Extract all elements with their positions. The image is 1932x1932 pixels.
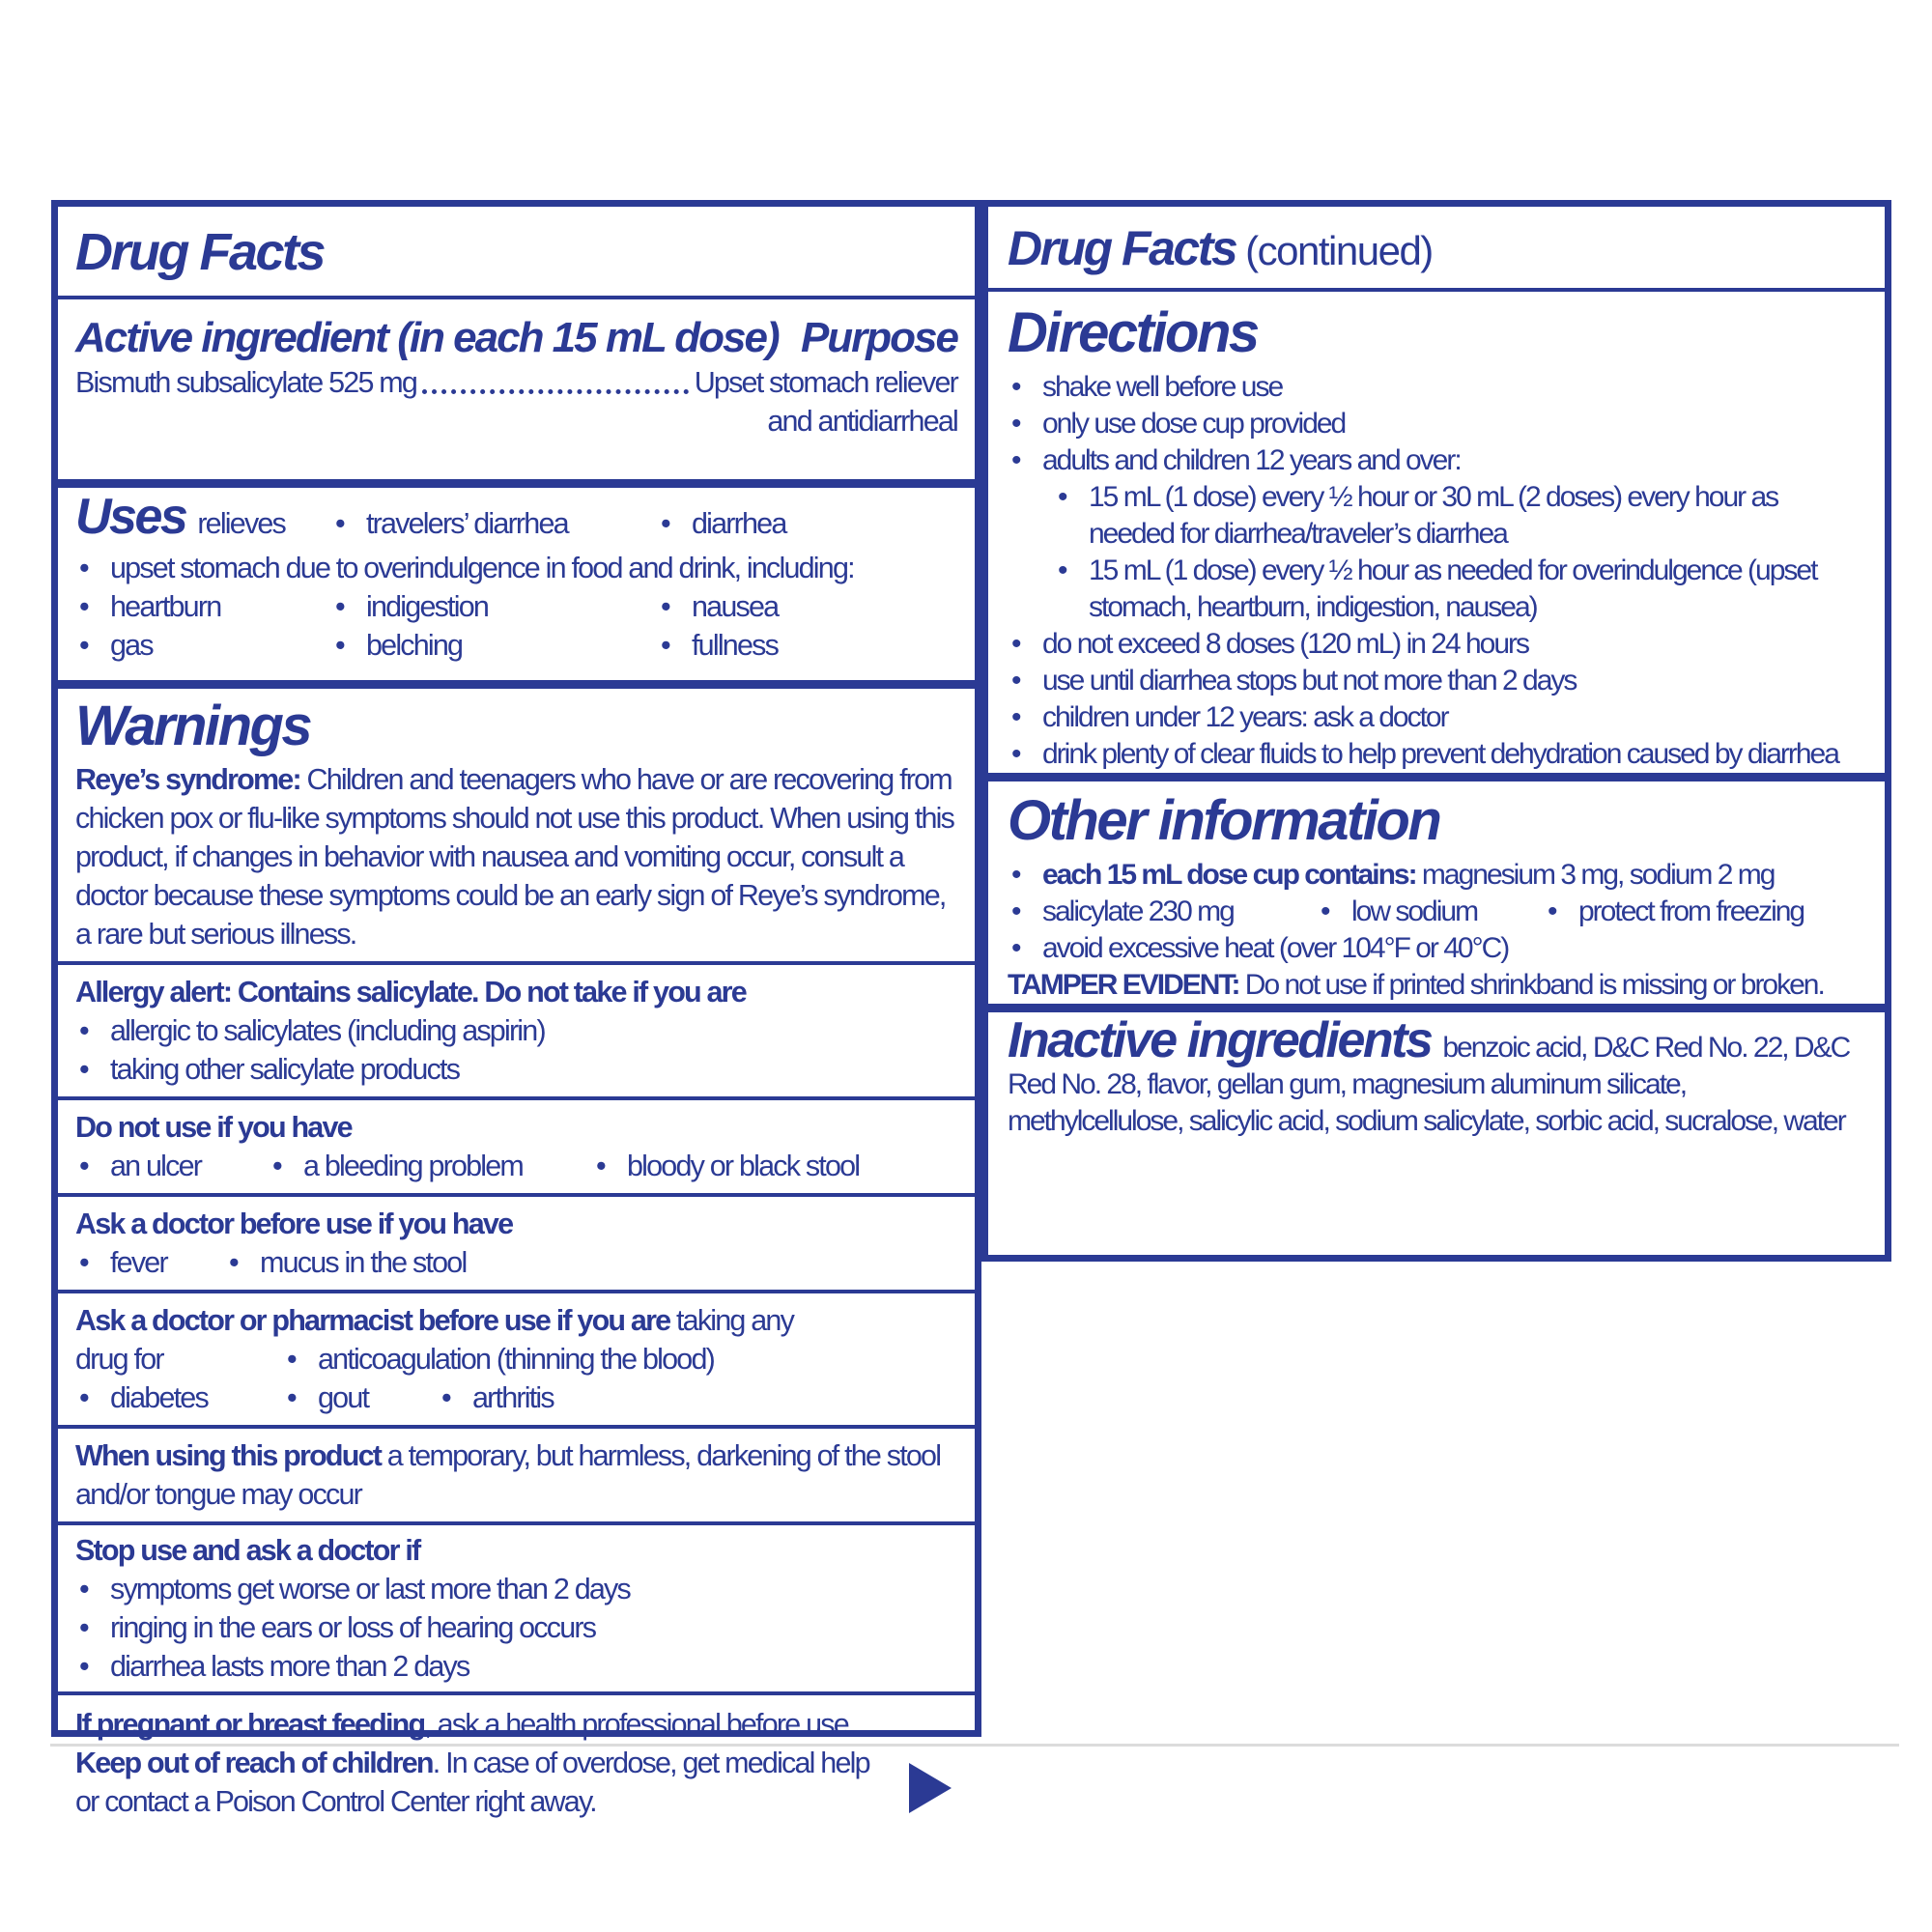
drug-facts-left-panel [51,200,981,1818]
do-not-use-bullet: • bloody or black stool [592,1147,957,1185]
warnings-section [75,689,957,953]
drug-facts-title: Drug Facts [75,223,325,281]
panel-title [75,207,957,296]
section-divider [988,773,1885,781]
directions-bullet: • use until diarrhea stops but not more than 2 days [1008,663,1865,699]
continued-label: (continued) [1245,228,1433,273]
ask-pharmacist-block [75,1293,957,1425]
stop-use-block [75,1525,957,1691]
allergy-bullet: • allergic to salicylates (including aspirin) [75,1011,957,1050]
uses-bullet: • belching [331,626,657,665]
warnings-heading: Warnings [75,695,311,757]
stop-use-label: Stop use and ask a doctor if [75,1534,420,1567]
reyes-paragraph [75,760,957,953]
section-divider [56,680,977,689]
uses-bullet: • indigestion [331,587,657,626]
drug-facts-title: Drug Facts [1008,221,1236,275]
ask-pharmacist-lead: drug for [75,1343,163,1376]
directions-heading: Directions [1008,301,1258,364]
active-ingredient-section [75,299,957,479]
allergy-bullet: • taking other salicylate products [75,1050,957,1089]
inactive-ingredients-section [1008,1012,1865,1150]
dotted-leader [422,389,689,394]
uses-lead: relieves [197,507,286,540]
ask-pharmacist-bullet: • arthritis [438,1378,957,1417]
do-not-use-label: Do not use if you have [75,1111,352,1144]
uses-bullet: • diarrhea [657,504,957,543]
continued-arrow-icon [909,1763,952,1813]
other-information-section [1008,781,1865,1004]
pregnant-text1: , ask a health professional before use. [424,1708,855,1741]
purpose-value-line1: Upset stomach reliever [694,366,957,399]
directions-sub-bullet: • 15 mL (1 dose) every ½ hour or 30 mL (2 doses) every hour as needed for diarrhea/traveler’s diarrhea [1054,479,1865,553]
panel-title-continued [1008,207,1865,288]
pregnant-label: If pregnant or breast feeding [75,1708,425,1741]
directions-bullet: • shake well before use [1008,369,1865,406]
ask-doctor-label: Ask a doctor before use if you have [75,1208,513,1240]
other-info-bullet: • protect from freezing [1544,894,1865,930]
pregnant-text2: . In case of overdose, get medical help or contact a Poison Control Center right away. [75,1747,869,1818]
keep-out-of-reach-label: Keep out of reach of children [75,1747,433,1779]
reyes-label: Reye’s syndrome: [75,763,300,796]
ask-pharmacist-line1 [75,1301,957,1340]
purpose-value-line2: and antidiarrheal [767,405,957,438]
dose-cup-bullet [1008,857,1865,894]
do-not-use-bullet: • an ulcer [75,1147,269,1185]
ask-doctor-bullet: • fever [75,1243,225,1282]
inactive-ingredients-heading: Inactive ingredients [1008,1012,1432,1068]
pregnancy-block [75,1695,957,1827]
pregnancy-paragraph [75,1705,957,1821]
other-info-bullet: • low sodium [1317,894,1544,930]
ask-doctor-bullet: • mucus in the stool [225,1243,957,1282]
uses-bullet: • fullness [657,626,957,665]
other-info-bullet: • avoid excessive heat (over 104°F or 40°C) [1008,930,1865,967]
inactive-ingredients-text: benzoic acid, D&C Red No. 22, D&C Red No. 28, flavor, gellan gum, magnesium aluminum silicate, methylcellulose, salicylic acid, sodium salicylate, sorbic acid, sucralose, water [1008,1032,1850,1137]
dose-cup-label: each 15 mL dose cup contains: [1042,859,1416,891]
package-edge-line [50,1744,1899,1747]
directions-bullet: • do not exceed 8 doses (120 mL) in 24 hours [1008,626,1865,663]
stop-use-bullet: • symptoms get worse or last more than 2 days [75,1570,957,1608]
drug-facts-right-panel [981,200,1891,1262]
allergy-alert-label: Allergy alert: Contains salicylate. Do not take if you are [75,976,746,1009]
directions-bullet: • only use dose cup provided [1008,406,1865,442]
dose-cup-text: magnesium 3 mg, sodium 2 mg [1415,859,1775,891]
inactive-ingredients-paragraph [1008,1012,1865,1140]
ask-pharmacist-label: Ask a doctor or pharmacist before use if you are [75,1304,670,1337]
when-using-paragraph [75,1436,957,1514]
ask-pharmacist-bullet: • diabetes [75,1378,283,1417]
reyes-text: Children and teenagers who have or are recovering from chicken pox or flu-like symptoms should not use this product. When using this product, if changes in behavior with nausea and vomiting occur, consult a doctor because these symptoms could be an early sign of Reye’s syndrome, a rare but serious illness. [75,763,954,951]
uses-bullet: • heartburn [75,587,331,626]
active-ingredient-name: Bismuth subsalicylate 525 mg [75,366,417,399]
do-not-use-bullet: • a bleeding problem [269,1147,592,1185]
tamper-evident-paragraph [1008,967,1865,1004]
directions-bullet: • children under 12 years: ask a doctor [1008,699,1865,736]
uses-section [75,488,957,680]
stop-use-bullet: • ringing in the ears or loss of hearing occurs [75,1608,957,1647]
when-using-block [75,1429,957,1521]
uses-bullet: • travelers’ diarrhea [331,504,657,543]
section-divider [988,1004,1885,1012]
allergy-alert-block [75,965,957,1096]
directions-section [1008,292,1865,773]
active-ingredient-heading: Active ingredient (in each 15 mL dose) [75,314,779,361]
directions-sub-bullet: • 15 mL (1 dose) every ½ hour as needed for overindulgence (upset stomach, heartburn, indigestion, nausea) [1054,553,1865,626]
uses-bullet: • nausea [657,587,957,626]
when-using-label: When using this product [75,1439,382,1472]
section-divider [56,479,977,488]
directions-bullet: • adults and children 12 years and over: [1008,442,1865,479]
ask-doctor-block [75,1197,957,1290]
uses-bullet: • gas [75,626,331,665]
tamper-evident-text: Do not use if printed shrinkband is missing or broken. [1238,969,1824,1001]
other-information-heading: Other information [1008,789,1440,852]
other-info-bullet: • salicylate 230 mg [1008,894,1317,930]
ask-pharmacist-bullet: • gout [283,1378,438,1417]
ask-pharmacist-text: taking any [669,1304,794,1337]
ask-pharmacist-bullet: • anticoagulation (thinning the blood) [283,1340,957,1378]
purpose-heading: Purpose [800,314,957,361]
when-using-text: a temporary, but harmless, darkening of the stool and/or tongue may occur [75,1439,941,1511]
stop-use-bullet: • diarrhea lasts more than 2 days [75,1647,957,1686]
uses-bullet: • upset stomach due to overindulgence in food and drink, including: [75,549,957,587]
uses-heading-cell [75,489,331,545]
do-not-use-block [75,1100,957,1193]
directions-bullet: • drink plenty of clear fluids to help prevent dehydration caused by diarrhea [1008,736,1865,773]
tamper-evident-label: TAMPER EVIDENT: [1008,969,1239,1001]
uses-heading: Uses [75,489,186,545]
